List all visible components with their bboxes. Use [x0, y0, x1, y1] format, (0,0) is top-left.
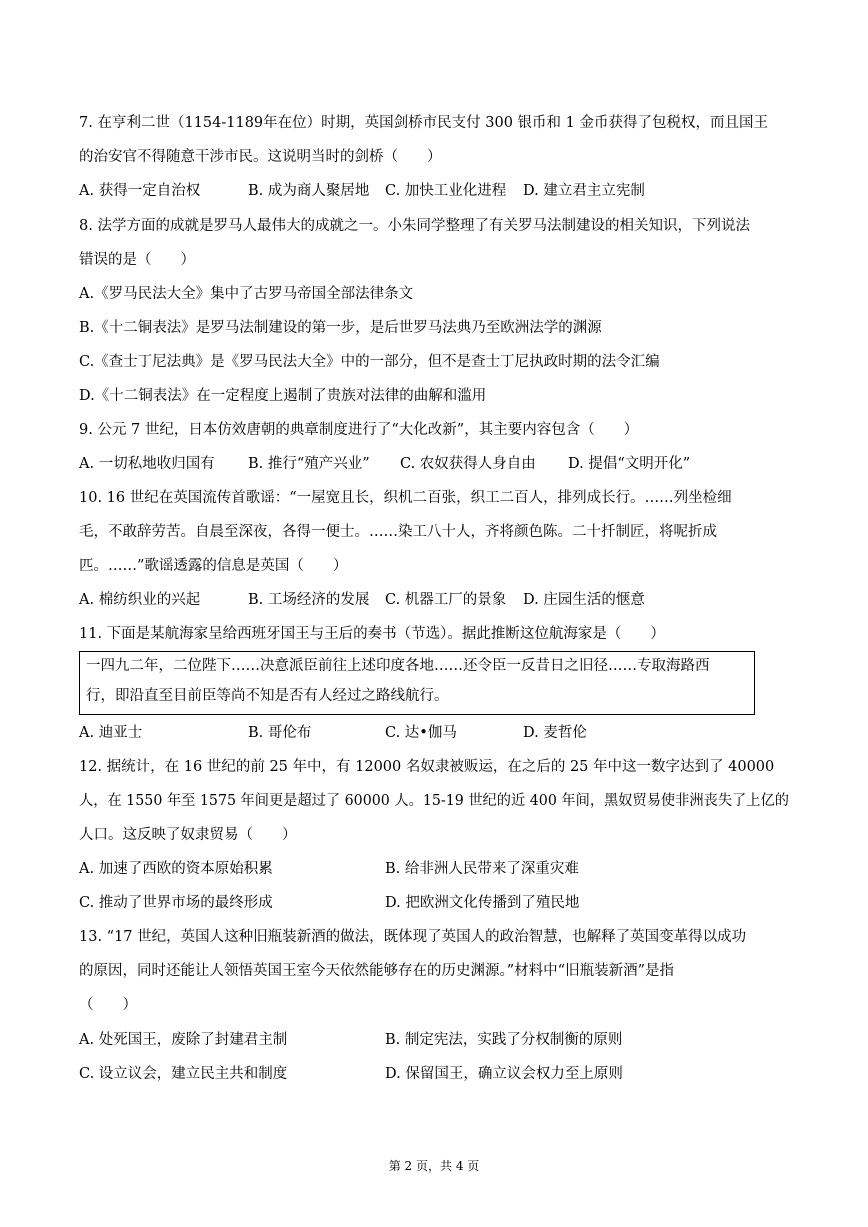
question-9-option-c: C. 农奴获得人身自由: [400, 456, 536, 472]
question-10-stem-line-2: 毛，不敢辞劳苦。自晨至深夜，各得一便士。……染工八十人，齐将颜色陈。二十扦制匠，将呢折成: [79, 524, 717, 540]
question-13-option-c: C. 设立议会，建立民主共和制度: [79, 1066, 288, 1082]
question-10-option-d: D. 庄园生活的惬意: [523, 592, 645, 608]
question-8-option-d: D.《十二铜表法》在一定程度上遏制了贵族对法律的曲解和滥用: [79, 388, 487, 404]
question-12-option-d: D. 把欧洲文化传播到了殖民地: [385, 895, 580, 911]
question-10-stem-line-3: 匹。……”歌谣透露的信息是英国（ ）: [79, 558, 348, 574]
question-7-stem-line-2: 的治安官不得随意干涉市民。这说明当时的剑桥（ ）: [79, 149, 442, 165]
question-11-option-a: A. 迪亚士: [79, 725, 143, 741]
question-9-stem: 9. 公元 7 世纪，日本仿效唐朝的典章制度进行了“大化改新”，其主要内容包含（ ）: [79, 422, 639, 438]
question-11-quote-line-2: 行，即沿直至目前臣等尚不知是否有人经过之路线航行。: [86, 688, 449, 704]
question-13-stem-line-2: 的原因，同时还能让人领悟英国王室今天依然能够存在的历史渊源。”材料中“旧瓶装新酒”是指: [79, 963, 674, 979]
question-11-quote-box: [79, 651, 755, 715]
question-10-stem-line-1: 10. 16 世纪在英国流传首歌谣：“一屋宽且长，织机二百张，织工二百人，排列成长行。……列坐检细: [79, 490, 732, 506]
page-number-footer: 第 2 页，共 4 页: [388, 1159, 480, 1173]
question-7-option-b: B. 成为商人聚居地: [248, 183, 370, 199]
question-11-option-c: C. 达•伽马: [385, 725, 457, 741]
question-8-stem-line-1: 8. 法学方面的成就是罗马人最伟大的成就之一。小朱同学整理了有关罗马法制建设的相关知识，下列说法: [79, 218, 750, 234]
question-12-stem-line-3: 人口。这反映了奴隶贸易（ ）: [79, 827, 297, 843]
question-9-option-d: D. 提倡“文明开化”: [568, 456, 691, 472]
question-8-option-c: C.《查士丁尼法典》是《罗马民法大全》中的一部分，但不是查士丁尼执政时期的法令汇编: [79, 354, 660, 370]
question-7-option-a: A. 获得一定自治权: [79, 183, 201, 199]
question-13-stem-line-1: 13. “17 世纪，英国人这种旧瓶装新酒的做法，既体现了英国人的政治智慧，也解释了英国变革得以成功: [79, 929, 747, 945]
question-11-stem: 11. 下面是某航海家呈给西班牙国王与王后的奏书（节选）。据此推断这位航海家是（ ）: [79, 626, 665, 642]
question-11-option-b: B. 哥伦布: [248, 725, 312, 741]
question-10-option-a: A. 棉纺织业的兴起: [79, 592, 201, 608]
question-9-option-b: B. 推行“殖产兴业”: [248, 456, 370, 472]
question-7-stem-line-1: 7. 在亨利二世（1154-1189年在位）时期，英国剑桥市民支付 300 银币和 1 金币获得了包税权，而且国王: [79, 115, 768, 131]
question-13-option-b: B. 制定宪法，实践了分权制衡的原则: [385, 1032, 623, 1048]
question-12-option-c: C. 推动了世界市场的最终形成: [79, 895, 273, 911]
question-13-option-d: D. 保留国王，确立议会权力至上原则: [385, 1066, 623, 1082]
question-7-option-d: D. 建立君主立宪制: [523, 183, 645, 199]
question-12-stem-line-2: 人，在 1550 年至 1575 年间更是超过了 60000 人。15-19 世纪的近 400 年间，黑奴贸易使非洲丧失了上亿的: [79, 793, 789, 809]
question-7-option-c: C. 加快工业化进程: [385, 183, 507, 199]
question-12-stem-line-1: 12. 据统计，在 16 世纪的前 25 年中，有 12000 名奴隶被贩运，在之后的 25 年中这一数字达到了 40000: [79, 759, 775, 775]
question-10-option-b: B. 工场经济的发展: [248, 592, 370, 608]
question-11-option-d: D. 麦哲伦: [523, 725, 587, 741]
question-8-stem-line-2: 错误的是（ ）: [79, 252, 195, 268]
question-12-option-b: B. 给非洲人民带来了深重灾难: [385, 861, 579, 877]
question-10-option-c: C. 机器工厂的景象: [385, 592, 507, 608]
question-13-option-a: A. 处死国王，废除了封建君主制: [79, 1032, 288, 1048]
question-8-option-a: A.《罗马民法大全》集中了古罗马帝国全部法律条文: [79, 286, 414, 302]
question-12-option-a: A. 加速了西欧的资本原始积累: [79, 861, 273, 877]
question-9-option-a: A. 一切私地收归国有: [79, 456, 215, 472]
question-8-option-b: B.《十二铜表法》是罗马法制建设的第一步，是后世罗马法典乃至欧洲法学的渊源: [79, 320, 602, 336]
question-11-quote-line-1: 一四九二年，二位陛下……决意派臣前往上述印度各地……还令臣一反昔日之旧径……专取海路西: [86, 658, 710, 674]
question-13-stem-line-3: （ ）: [79, 997, 137, 1013]
